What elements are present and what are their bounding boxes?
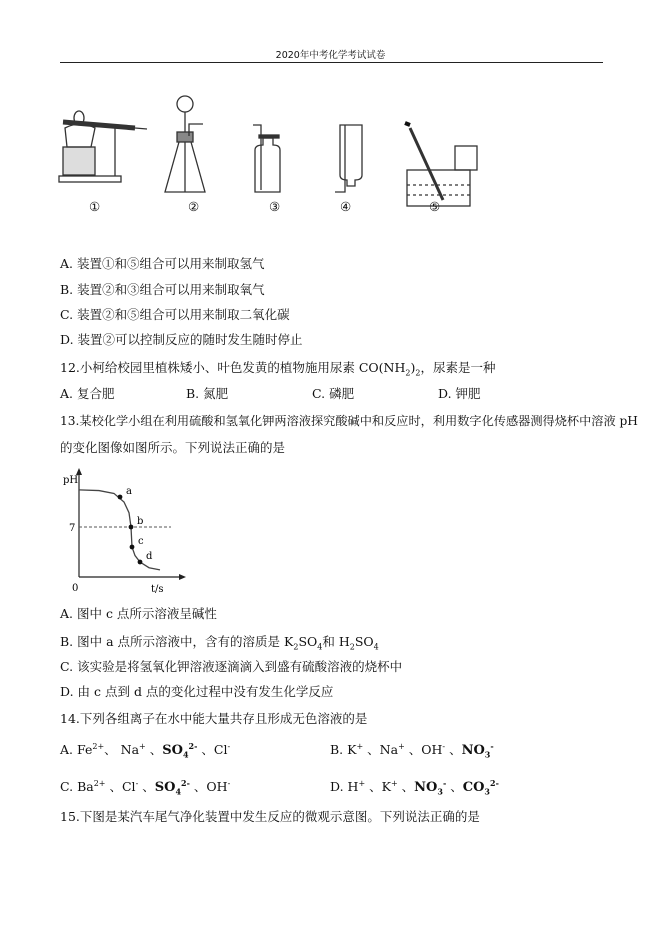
header-rule <box>60 62 603 63</box>
point-label-a: a <box>126 486 132 497</box>
q12-option-c: C. 磷肥 <box>312 386 355 401</box>
q14-option-d: D. H+ 、K+ 、$NO_3^-$ 、$CO_3^{2-}$ <box>330 777 499 797</box>
ph-chart <box>55 465 195 595</box>
apparatus-label-4: ④ <box>340 199 352 214</box>
q13-option-d: D. 由 c 点到 d 点的变化过程中没有发生化学反应 <box>60 684 334 699</box>
q13-option-a: A. 图中 c 点所示溶液呈碱性 <box>60 606 217 621</box>
data-point-c <box>130 545 135 550</box>
point-label-b: b <box>137 516 144 527</box>
apparatus-label-3: ③ <box>269 199 281 214</box>
apparatus-label-2: ② <box>188 199 200 214</box>
apparatus-4-inverted-bottle <box>335 125 362 192</box>
point-label-d: d <box>146 551 153 562</box>
apparatus-1-heating-tube <box>59 111 147 182</box>
q11-option-a: A. 装置①和⑤组合可以用来制取氢气 <box>60 256 265 271</box>
q15-stem: 15.下图是某汽车尾气净化装置中发生反应的微观示意图。下列说法正确的是 <box>60 809 480 824</box>
q14-stem: 14.下列各组离子在水中能大量共存且形成无色溶液的是 <box>60 711 368 726</box>
apparatus-2-flask <box>165 96 205 192</box>
apparatus-label-1: ① <box>89 199 101 214</box>
point-label-c: c <box>138 536 144 547</box>
q12-option-a: A. 复合肥 <box>60 386 115 401</box>
q11-option-b: B. 装置②和③组合可以用来制取氧气 <box>60 282 265 297</box>
q12-option-d: D. 钾肥 <box>438 386 481 401</box>
y-axis-arrow <box>76 468 82 475</box>
y-axis-label: pH <box>63 475 79 486</box>
q13-option-c: C. 该实验是将氢氧化钾溶液逐滴滴入到盛有硫酸溶液的烧杯中 <box>60 659 403 674</box>
y-tick-label: 7 <box>69 523 76 534</box>
q13-stem-line2: 的变化图像如图所示。下列说法正确的是 <box>60 440 286 455</box>
q13-option-b: B. 图中 a 点所示溶液中，含有的溶质是 $K_2SO_4$和 $H_2SO_4$ <box>60 634 379 652</box>
apparatus-label-5: ⑤ <box>429 199 441 214</box>
q13-stem-line1: 13.某校化学小组在利用硫酸和氢氧化钾两溶液探究酸碱中和反应时，利用数字化传感器测得烧杯中溶液 pH <box>60 414 638 428</box>
q14-option-b: B. K+ 、Na+ 、OH- 、$NO_3^-$ <box>330 740 494 760</box>
q14-option-a: A. $Fe^{2+}$、 Na+ 、$SO_4^{2-}$ 、Cl- <box>60 740 231 760</box>
data-point-b <box>129 525 134 530</box>
q12-option-b: B. 氮肥 <box>186 386 229 401</box>
q11-option-d: D. 装置②可以控制反应的随时发生随时停止 <box>60 332 303 347</box>
data-point-a <box>118 495 123 500</box>
x-axis-label: t/s <box>151 584 164 595</box>
q11-option-c: C. 装置②和⑤组合可以用来制取二氧化碳 <box>60 307 290 322</box>
apparatus-5-water-trough <box>405 123 477 206</box>
origin-label: 0 <box>72 583 79 594</box>
page-header: 2020年中考化学考试试卷 <box>275 50 386 61</box>
apparatus-3-bottle <box>253 125 280 192</box>
data-point-d <box>138 560 143 565</box>
x-axis-arrow <box>179 574 186 580</box>
q12-stem: 12.小柯给校园里植株矮小、叶色发黄的植物施用尿素 $CO(NH_2)_2$，尿素是一种 <box>60 360 496 378</box>
q14-option-c: C. $Ba^{2+}$ 、Cl- 、$SO_4^{2-}$ 、OH- <box>60 777 231 797</box>
